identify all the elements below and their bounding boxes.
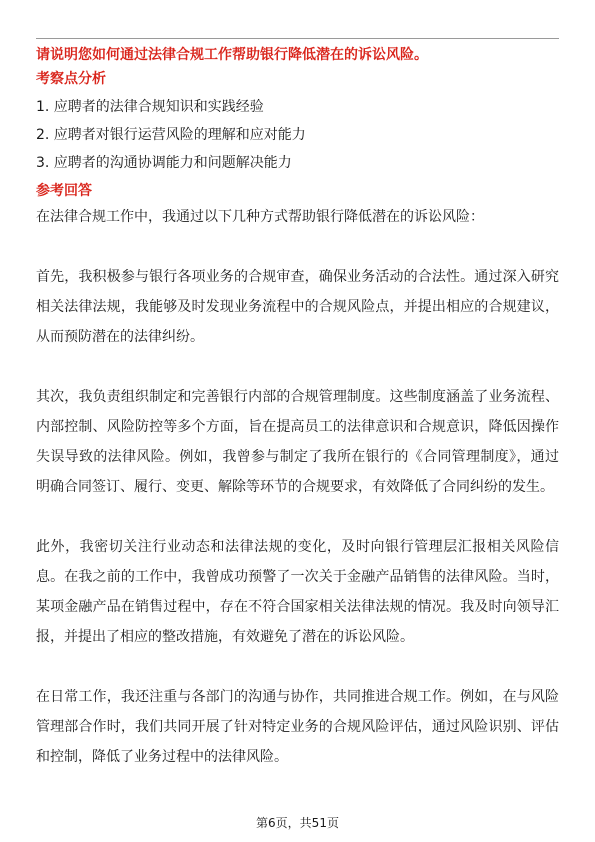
answer-paragraph: 在日常工作，我还注重与各部门的沟通与协作，共同推进合规工作。例如，在与风险管理部合作时，我们共同开展了针对特定业务的合规风险评估，通过风险识别、评估和控制，降低了业务过程中的法律风险。	[36, 689, 559, 765]
analysis-item: 2. 应聘者对银行运营风险的理解和应对能力	[36, 127, 306, 143]
answer-paragraph: 首先，我积极参与银行各项业务的合规审查，确保业务活动的合法性。通过深入研究相关法律法规，我能够及时发现业务流程中的合规风险点，并提出相应的合规建议，从而预防潜在的法律纠纷。	[36, 269, 559, 345]
header-divider	[36, 38, 559, 39]
answer-paragraph: 此外，我密切关注行业动态和法律法规的变化，及时向银行管理层汇报相关风险信息。在我之前的工作中，我曾成功预警了一次关于金融产品销售的法律风险。当时，某项金融产品在销售过程中，存在不符合国家相关法律法规的情况。我及时向领导汇报，并提出了相应的整改措施，有效避免了潜在的诉讼风险。	[36, 539, 559, 645]
analysis-item: 3. 应聘者的沟通协调能力和问题解决能力	[36, 155, 292, 171]
answer-paragraph: 在法律合规工作中，我通过以下几种方式帮助银行降低潜在的诉讼风险：	[36, 209, 484, 225]
answer-heading: 参考回答	[36, 183, 92, 199]
analysis-heading: 考察点分析	[36, 71, 106, 87]
question-title: 请说明您如何通过法律合规工作帮助银行降低潜在的诉讼风险。	[36, 47, 428, 63]
answer-paragraph: 其次，我负责组织制定和完善银行内部的合规管理制度。这些制度涵盖了业务流程、内部控制、风险防控等多个方面，旨在提高员工的法律意识和合规意识，降低因操作失误导致的法律风险。例如，我曾参与制定了我所在银行的《合同管理制度》，通过明确合同签订、履行、变更、解除等环节的合规要求，有效降低了合同纠纷的发生。	[36, 389, 559, 495]
page-content	[36, 44, 559, 772]
page-number: 第6页，共51页	[256, 816, 339, 830]
analysis-item: 1. 应聘者的法律合规知识和实践经验	[36, 99, 264, 115]
